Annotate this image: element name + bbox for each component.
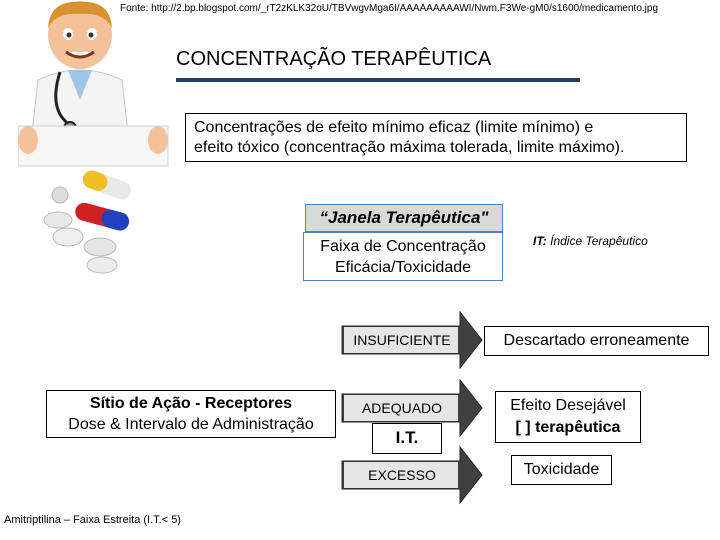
result-efeito-line-1: Efeito Desejável (510, 397, 626, 414)
footer-note: Amitriptilina – Faixa Estreita (I.T.< 5) (4, 514, 181, 526)
it-note-text: Índice Terapêutico (546, 234, 648, 248)
arrow-excesso (342, 447, 482, 503)
arrow-insuficiente-label: INSUFICIENTE (353, 332, 451, 348)
definition-line-2: efeito tóxico (concentração máxima tolerada, limite máximo). (194, 139, 625, 156)
faixa-line-2: Eficácia/Toxicidade (334, 259, 472, 276)
sitio-line-2: Dose & Intervalo de Administração (68, 416, 314, 433)
pills-illustration (40, 165, 150, 275)
arrow-excesso-label: EXCESSO (368, 467, 436, 483)
definition-line-1: Concentrações de efeito mínimo eficaz (limite mínimo) e (194, 119, 594, 136)
it-note-label: IT: (533, 234, 547, 248)
title-underline (176, 78, 580, 82)
result-efeito-line-2: [ ] terapêutica (515, 419, 621, 436)
page-title: CONCENTRAÇÃO TERAPÊUTICA (176, 48, 492, 70)
arrow-adequado-label: ADEQUADO (361, 400, 443, 416)
source-caption: Fonte: http://2.bp.blogspot.com/_rT2zKLK32oU/TBVwgvMga6I/AAAAAAAAAWI/Nwm.F3We-gM0/s1600/medicamento.jpg (120, 3, 659, 14)
definition-box (185, 113, 687, 162)
result-toxicidade: Toxicidade (511, 455, 612, 485)
result-descartado: Descartado erroneamente (484, 326, 709, 356)
faixa-box (303, 232, 503, 281)
sitio-line-1: Sítio de Ação - Receptores (89, 395, 293, 412)
it-note (533, 234, 648, 248)
sitio-box (46, 390, 336, 438)
result-efeito-desejavel (495, 391, 641, 443)
faixa-line-1: Faixa de Concentração (320, 238, 486, 255)
doctor-illustration (18, 0, 170, 168)
it-box: I.T. (372, 423, 442, 454)
janela-terapeutica-label: “Janela Terapêutica" (305, 204, 503, 232)
arrow-insuficiente (342, 312, 482, 368)
